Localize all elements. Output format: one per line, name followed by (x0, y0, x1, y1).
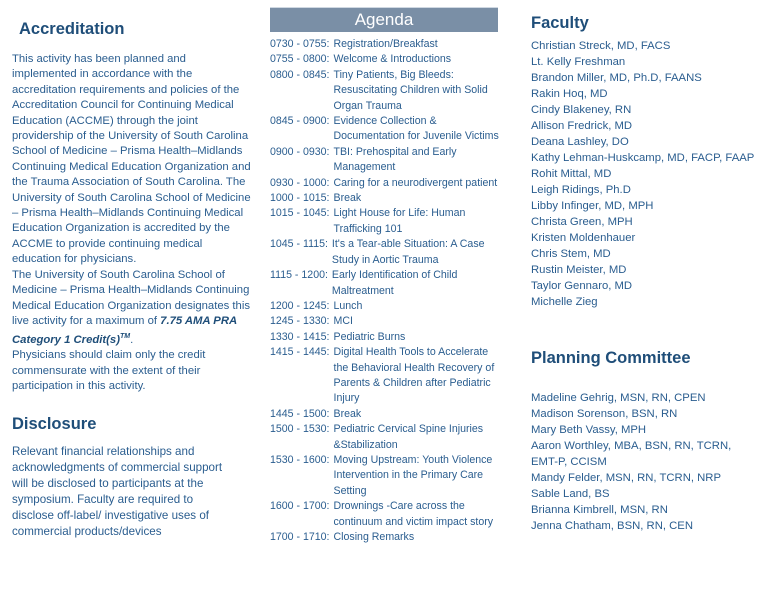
agenda-item (270, 345, 502, 407)
faculty-member: Kristen Moldenhauer (531, 232, 636, 244)
agenda-session-title: Moving Upstream: Youth Violence Intervention in the Primary Care Setting (333, 453, 493, 497)
agenda-session-title: Break (333, 192, 362, 205)
faculty-member: Allison Fredrick, MD (531, 120, 633, 132)
planning-committee-member: Jenna Chatham, BSN, RN, CEN (531, 520, 693, 532)
agenda-time: 1115 - 1200: (270, 269, 328, 282)
faculty-member: Deana Lashley, DO (531, 136, 629, 148)
agenda-time: 1330 - 1415: (270, 330, 330, 343)
agenda-session-title: Pediatric Burns (333, 330, 406, 343)
agenda-item (270, 206, 502, 237)
agenda-session-title: Welcome & Introductions (333, 53, 452, 66)
faculty-member: Christa Green, MPH (531, 216, 633, 228)
agenda-session-title: Evidence Collection & Documentation for Juvenile Victims (333, 115, 499, 143)
planning-committee-member: Madeline Gehrig, MSN, RN, CPEN (531, 392, 706, 404)
planning-committee-member: Sable Land, BS (531, 488, 610, 500)
agenda-session-title: Break (333, 407, 362, 420)
agenda-time: 1000 - 1015: (270, 192, 330, 205)
planning-committee-member: Brianna Kimbrell, MSN, RN (531, 504, 668, 516)
agenda-session-title: Caring for a neurodivergent patient (333, 176, 498, 189)
agenda-time: 1015 - 1045: (270, 207, 330, 220)
agenda-item (270, 37, 502, 52)
agenda-time: 1415 - 1445: (270, 346, 330, 359)
agenda-session-title: Closing Remarks (333, 531, 415, 543)
agenda-item (270, 114, 502, 145)
faculty-list (531, 38, 754, 310)
agenda-session-title: MCI (333, 315, 353, 328)
agenda-item (270, 268, 502, 299)
faculty-heading: Faculty (531, 14, 589, 32)
agenda-item (270, 191, 502, 206)
agenda-time: 1600 - 1700: (270, 500, 330, 513)
agenda-session-title: Early Identification of Child Maltreatment (331, 269, 458, 297)
accreditation-heading: Accreditation (19, 20, 125, 38)
planning-committee-member: Mandy Felder, MSN, RN, TCRN, NRP (531, 472, 721, 484)
agenda-time: 0800 - 0845: (270, 68, 330, 81)
planning-committee-member: Aaron Worthley, MBA, BSN, RN, TCRN, EMT-P, CCISM (531, 440, 732, 468)
accreditation-paragraph-1: This activity has been planned and implemented in accordance with the accreditation requirements and policies of the Accreditation Council for Continuing Medical Education (ACCME) through the joint providership of the University of South Carolina School of Medicine – Prisma Health–Midlands Continuing Medical Education Organization and the Trauma Association of South Carolina. The University of South Carolina School of Medicine – Prisma Health–Midlands Continuing Medical Education Organization is accredited by the ACCME to provide continuing medical education for physicians. (12, 53, 251, 266)
agenda-time: 1700 - 1710: (270, 531, 330, 543)
agenda-session-title: Registration/Breakfast (333, 38, 438, 50)
agenda-item (270, 237, 502, 268)
agenda-time: 0900 - 0930: (270, 145, 330, 158)
agenda-time: 0930 - 1000: (270, 176, 330, 189)
faculty-member: Rustin Meister, MD (531, 264, 627, 276)
agenda-session-title: TBI: Prehospital and Early Management (333, 145, 457, 174)
planning-committee-member: Madison Sorenson, BSN, RN (531, 408, 678, 420)
agenda-item (270, 299, 502, 314)
faculty-member: Michelle Zieg (531, 296, 598, 308)
agenda-time: 1245 - 1330: (270, 315, 330, 328)
agenda-session-title: Drownings -Care across the continuum and victim impact story (333, 500, 494, 528)
disclosure-text: Relevant financial relationships and acknowledgments of commercial support will be disclosed to participants at the symposium. Faculty are required to disclose off-label/ investigative uses of commercial products/devices (12, 445, 223, 538)
faculty-member: Kathy Lehman-Huskcamp, MD, FACP, FAAP (531, 152, 755, 164)
disclosure-heading: Disclosure (12, 415, 97, 433)
agenda-item (270, 530, 502, 545)
agenda-item (270, 176, 502, 191)
faculty-member: Cindy Blakeney, RN (531, 104, 632, 116)
agenda-time: 1530 - 1600: (270, 453, 330, 466)
agenda-session-title: It's a Tear-able Situation: A Case Study in Aortic Trauma (331, 238, 485, 266)
agenda-time: 0755 - 0800: (270, 53, 330, 66)
agenda-item (270, 68, 502, 114)
agenda-time: 1045 - 1115: (270, 238, 328, 251)
credit-designation: 7.75 AMA PRA Category 1 Credit(s)™ (12, 314, 237, 347)
agenda-heading: Agenda (270, 7, 498, 32)
agenda-session-title: Lunch (333, 299, 363, 312)
planning-committee-member: Mary Beth Vassy, MPH (531, 424, 647, 436)
agenda-time: 0730 - 0755: (270, 38, 330, 50)
faculty-member: Libby Infinger, MD, MPH (531, 200, 654, 212)
agenda-session-title: Pediatric Cervical Spine Injuries &Stabilization (333, 423, 484, 451)
faculty-member: Rakin Hoq, MD (531, 88, 608, 100)
agenda-item (270, 422, 502, 453)
agenda-item (270, 52, 502, 67)
agenda-item (270, 314, 502, 329)
faculty-member: Christian Streck, MD, FACS (531, 40, 671, 52)
agenda-time: 1500 - 1530: (270, 423, 330, 436)
agenda-item (270, 499, 502, 530)
accreditation-paragraph-3: Physicians should claim only the credit commensurate with the extent of their participation in this activity. (12, 349, 206, 393)
accreditation-paragraph-2: The University of South Carolina School of Medicine – Prisma Health–Midlands Continuing Medical Education Organization designates this live activity for a maximum of (12, 268, 251, 327)
agenda-item (270, 453, 502, 499)
faculty-member: Brandon Miller, MD, Ph.D, FAANS (531, 72, 702, 84)
faculty-member: Chris Stem, MD (531, 248, 611, 260)
agenda-session-title: Light House for Life: Human Trafficking 101 (333, 207, 466, 235)
agenda-time: 0845 - 0900: (270, 115, 330, 128)
faculty-member: Taylor Gennaro, MD (531, 280, 633, 292)
faculty-member: Rohit Mittal, MD (531, 168, 612, 180)
agenda-item (270, 145, 502, 176)
agenda-item (270, 407, 502, 422)
agenda-time: 1200 - 1245: (270, 299, 330, 312)
accreditation-text: This activity has been planned and implemented in accordance with the accreditation requirements and policies of the Accreditation Council for Continuing Medical Education (ACCME) through the joint providership of the University of South Carolina School of Medicine – Prisma Health–Midlands Continuing Medical Education Organization and the Trauma Association of South Carolina. The University of South Carolina School of Medicine – Prisma Health–Midlands Continuing Medical Education Organization is accredited by the ACCME to provide continuing medical education for physicians. The University of South Carolina School of Medicine – Prisma Health–Midlands Continuing Medical Education Organization designates this live activity for a maximum of 7.75 AMA PRA Category 1 Credit(s)™. Physicians should claim only the credit commensurate with the extent of their participation in this activity. (12, 53, 251, 393)
agenda-session-title: Tiny Patients, Big Bleeds: Resuscitating Children with Solid Organ Trauma (333, 68, 488, 112)
planning-committee-heading: Planning Committee (531, 349, 691, 367)
faculty-member: Leigh Ridings, Ph.D (531, 184, 631, 196)
agenda-time: 1445 - 1500: (270, 407, 330, 420)
agenda-session-title: Digital Health Tools to Accelerate the Behavioral Health Recovery of Parents & Children after Pediatric Injury (333, 346, 495, 405)
faculty-member: Lt. Kelly Freshman (531, 56, 626, 68)
agenda-list (270, 37, 502, 545)
agenda-item (270, 330, 502, 345)
planning-committee-list (531, 390, 741, 534)
